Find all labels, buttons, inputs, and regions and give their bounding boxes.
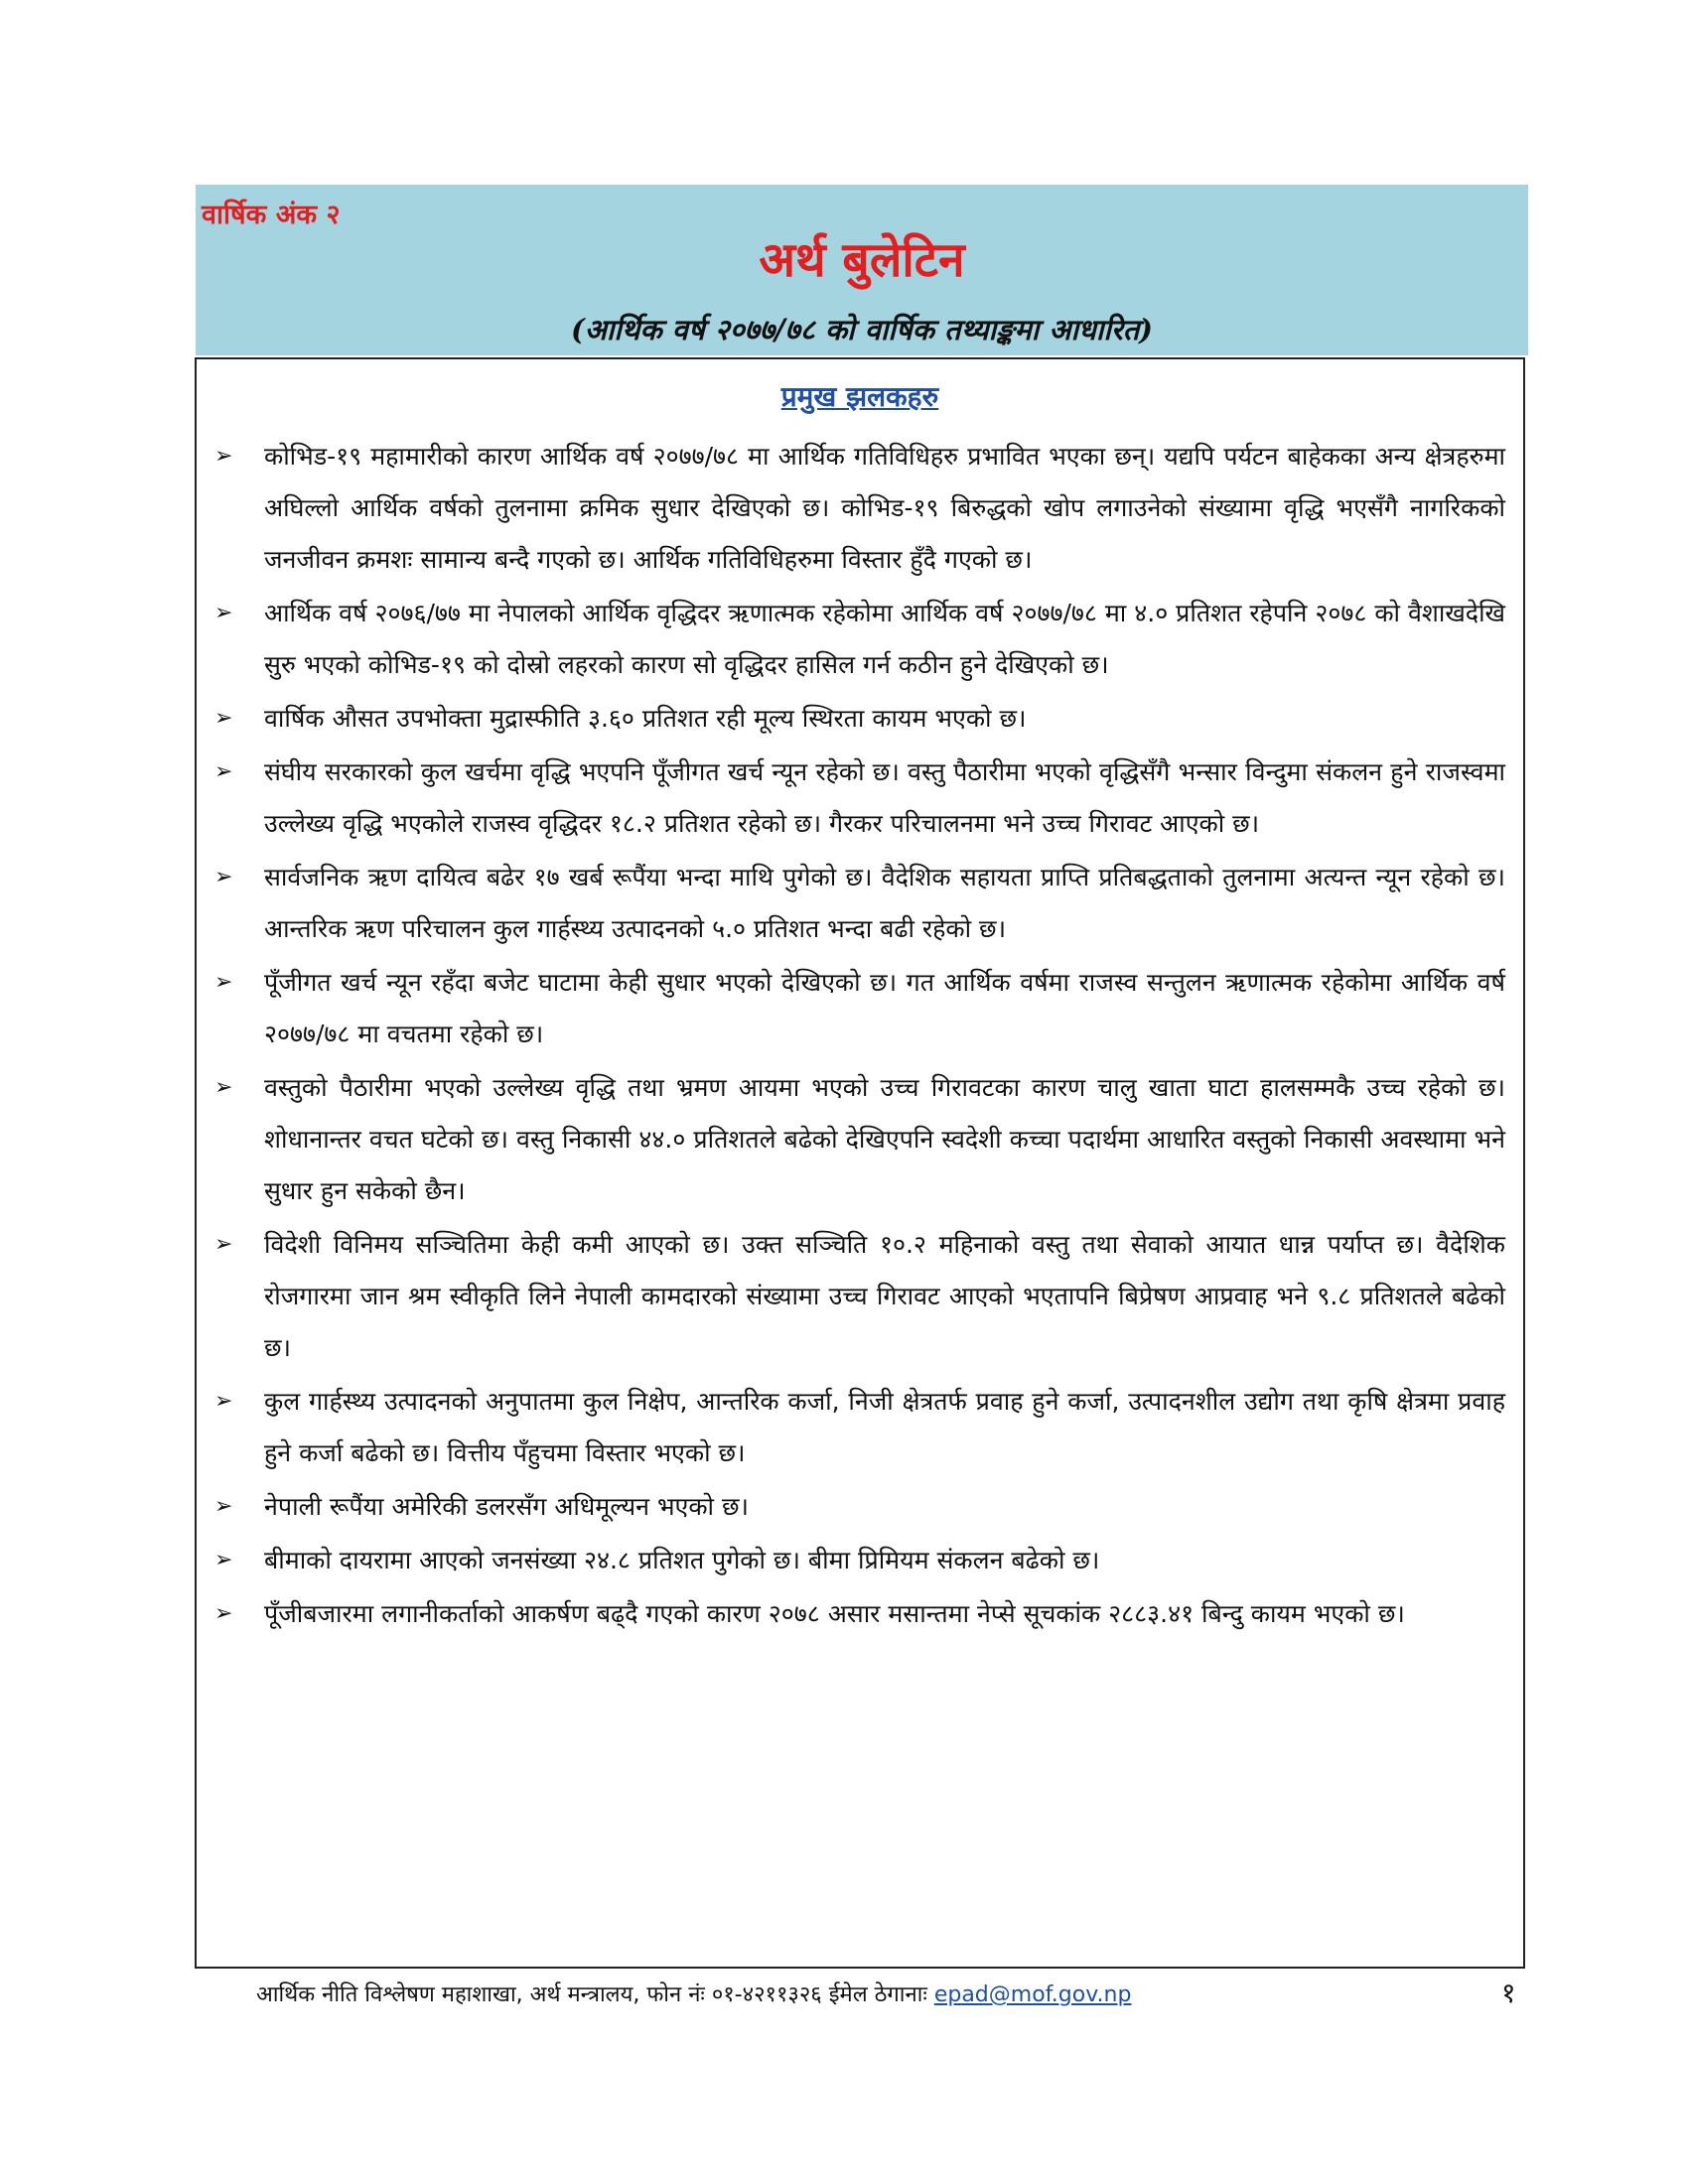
issue-label: वार्षिक अंक २	[202, 200, 341, 230]
list-item	[214, 431, 1505, 586]
highlights-heading	[197, 377, 1523, 415]
arrow-bullet-icon: ➢	[214, 601, 233, 625]
arrow-bullet-icon: ➢	[214, 759, 233, 784]
list-item	[214, 1481, 1505, 1533]
list-item	[214, 747, 1505, 850]
list-item	[214, 1376, 1505, 1479]
arrow-bullet-icon: ➢	[214, 444, 233, 469]
highlight-text: वस्तुको पैठारीमा भएको उल्लेख्य वृद्धि तथा भ्रमण आयमा भएको उच्च गिरावटका कारण चालु खाता घाटा हालसम्मकै उच्च रहेको छ। शोधानान्तर वचत घटेको छ। वस्तु निकासी ४४.० प्रतिशतले बढेको देखिएपनि स्वदेशी कच्चा पदार्थमा आधारित वस्तुको निकासी अवस्थामा भने सुधार हुन सकेको छैन।	[264, 1073, 1505, 1205]
bulletin-title: अर्थ बुलेटिन	[759, 232, 965, 288]
arrow-bullet-icon: ➢	[214, 865, 233, 889]
highlight-text: कोभिड-१९ महामारीको कारण आर्थिक वर्ष २०७७/७८ मा आर्थिक गतिविधिहरु प्रभावित भएका छन्। यद्यपि पर्यटन बाहेकका अन्य क्षेत्रहरुमा अघिल्लो आर्थिक वर्षको तुलनामा क्रमिक सुधार देखिएको छ। कोभिड-१९ बिरुद्धको खोप लगाउनेको संख्यामा वृद्धि भएसँगै नागरिकको जनजीवन क्रमशः सामान्य बन्दै गएको छ। आर्थिक गतिविधिहरुमा विस्तार हुँदै गएको छ।	[264, 442, 1505, 574]
arrow-bullet-icon: ➢	[214, 1494, 233, 1519]
highlight-text: सार्वजनिक ऋण दायित्व बढेर १७ खर्ब रूपैंया भन्दा माथि पुगेको छ। वैदेशिक सहायता प्राप्ति प्रतिबद्धताको तुलनामा अत्यन्त न्यून रहेको छ। आन्तरिक ऋण परिचालन कुल गार्हस्थ्य उत्पादनको ५.० प्रतिशत भन्दा बढी रहेको छ।	[264, 863, 1505, 943]
highlight-text: वार्षिक औसत उपभोक्ता मुद्रास्फीति ३.६० प्रतिशत रही मूल्य स्थिरता कायम भएको छ।	[264, 704, 1027, 733]
list-item	[214, 1062, 1505, 1217]
arrow-bullet-icon: ➢	[214, 1548, 233, 1572]
highlights-box	[195, 357, 1525, 1969]
highlight-text: नेपाली रूपैंया अमेरिकी डलरसँग अधिमूल्यन भएको छ।	[264, 1492, 749, 1521]
list-item	[214, 852, 1505, 955]
arrow-bullet-icon: ➢	[214, 1232, 233, 1257]
email-link[interactable]: epad@mof.gov.np	[933, 1982, 1132, 2007]
header-banner	[196, 185, 1528, 355]
arrow-bullet-icon: ➢	[214, 706, 233, 731]
page-number: १	[1501, 1977, 1516, 2009]
list-item	[214, 693, 1505, 745]
arrow-bullet-icon: ➢	[214, 970, 233, 995]
highlight-text: पूँजीबजारमा लगानीकर्ताको आकर्षण बढ्दै गएको कारण २०७८ असार मसान्तमा नेप्से सूचकांक २८८३.४१ बिन्दु कायम भएको छ।	[264, 1599, 1405, 1628]
list-item	[214, 1219, 1505, 1374]
list-item	[214, 1588, 1505, 1640]
arrow-bullet-icon: ➢	[214, 1075, 233, 1100]
arrow-bullet-icon: ➢	[214, 1601, 233, 1626]
arrow-bullet-icon: ➢	[214, 1389, 233, 1414]
highlight-text: विदेशी विनिमय सञ्चितिमा केही कमी आएको छ। उक्त सञ्चिति १०.२ महिनाको वस्तु तथा सेवाको आयात धान्न पर्याप्त छ। वैदेशिक रोजगारमा जान श्रम स्वीकृति लिने नेपाली कामदारको संख्यामा उच्च गिरावट आएको भएतापनि बिप्रेषण आप्रवाह भने ९.८ प्रतिशतले बढेको छ।	[264, 1230, 1505, 1362]
list-item	[214, 588, 1505, 691]
list-item	[214, 1535, 1505, 1586]
highlight-text: बीमाको दायरामा आएको जनसंख्या २४.८ प्रतिशत पुगेको छ। बीमा प्रिमियम संकलन बढेको छ।	[264, 1546, 1100, 1574]
bulletin-subtitle: (आर्थिक वर्ष २०७७/७८ को वार्षिक तथ्याङ्कमा आधारित)	[570, 313, 1154, 346]
footer	[256, 1979, 1131, 2008]
highlight-text: संघीय सरकारको कुल खर्चमा वृद्धि भएपनि पूँजीगत खर्च न्यून रहेको छ। वस्तु पैठारीमा भएको वृद्धिसँगै भन्सार विन्दुमा संकलन हुने राजस्वमा उल्लेख्य वृद्धि भएकोले राजस्व वृद्धिदर १८.२ प्रतिशत रहेको छ। गैरकर परिचालनमा भने उच्च गिरावट आएको छ।	[264, 757, 1505, 838]
highlight-text: पूँजीगत खर्च न्यून रहँदा बजेट घाटामा केही सुधार भएको देखिएको छ। गत आर्थिक वर्षमा राजस्व सन्तुलन ऋणात्मक रहेकोमा आर्थिक वर्ष २०७७/७८ मा वचतमा रहेको छ।	[264, 968, 1505, 1048]
highlights-heading-text: प्रमुख झलकहरु	[780, 380, 939, 413]
highlight-text: आर्थिक वर्ष २०७६/७७ मा नेपालको आर्थिक वृद्धिदर ऋणात्मक रहेकोमा आर्थिक वर्ष २०७७/७८ मा ४.० प्रतिशत रहेपनि २०७८ को वैशाखदेखि सुरु भएको कोभिड-१९ को दोस्रो लहरको कारण सो वृद्धिदर हासिल गर्न कठीन हुने देखिएको छ।	[264, 599, 1505, 679]
list-item	[214, 957, 1505, 1060]
footer-contact-text: आर्थिक नीति विश्लेषण महाशाखा, अर्थ मन्त्रालय, फोन नंः ०१-४२११३२६ ईमेल ठेगानाः	[256, 1982, 934, 2007]
highlights-list	[214, 431, 1505, 1642]
highlight-text: कुल गार्हस्थ्य उत्पादनको अनुपातमा कुल निक्षेप, आन्तरिक कर्जा, निजी क्षेत्रतर्फ प्रवाह हुने कर्जा, उत्पादनशील उद्योग तथा कृषि क्षेत्रमा प्रवाह हुने कर्जा बढेको छ। वित्तीय पँहुचमा विस्तार भएको छ।	[264, 1387, 1505, 1467]
